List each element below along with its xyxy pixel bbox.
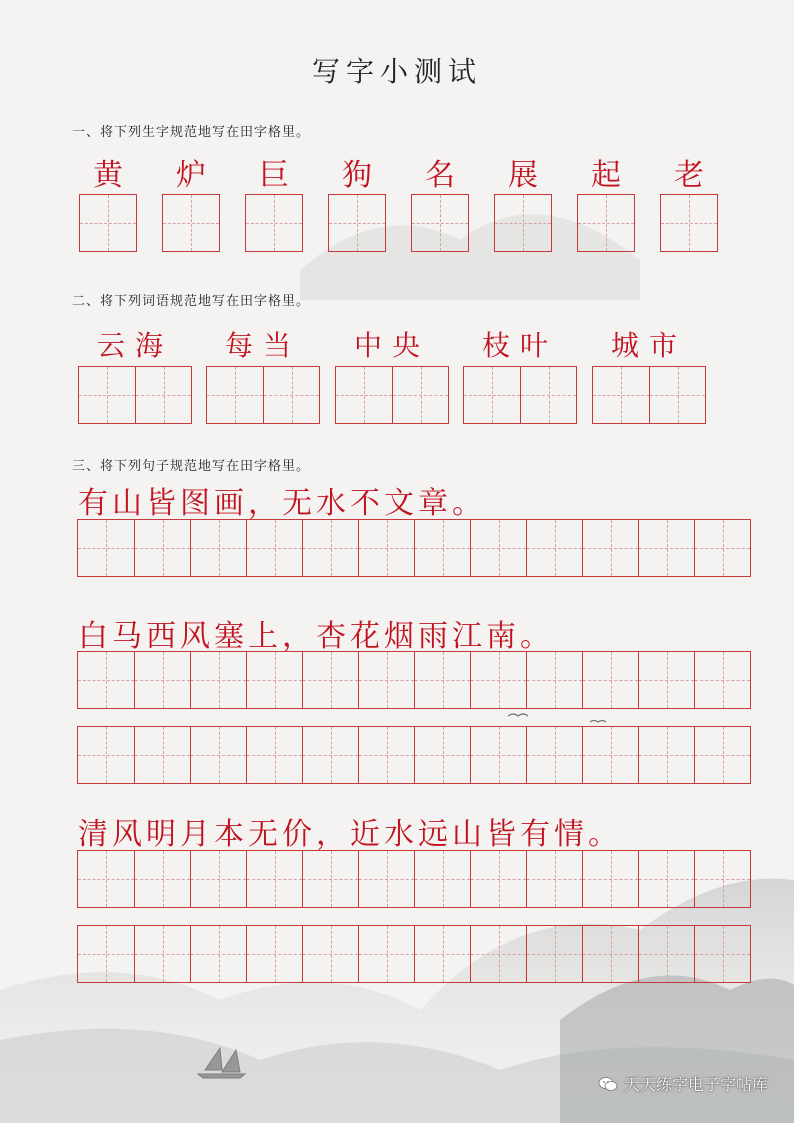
writing-grid[interactable] — [411, 194, 469, 252]
char-label: 狗 — [342, 158, 372, 193]
writing-grid[interactable] — [494, 194, 552, 252]
sentence-text: 白马西风塞上，杏花烟雨江南。 — [78, 619, 554, 654]
writing-grid[interactable] — [577, 194, 635, 252]
word-label: 中央 — [353, 329, 430, 362]
writing-grid[interactable] — [79, 194, 137, 252]
word-label: 每当 — [224, 329, 301, 362]
char-label: 炉 — [176, 158, 206, 193]
word-label: 城市 — [610, 329, 687, 362]
writing-grid[interactable] — [77, 651, 751, 709]
word-label: 云海 — [96, 329, 173, 362]
writing-grid[interactable] — [206, 366, 320, 424]
writing-grid[interactable] — [162, 194, 220, 252]
writing-grid[interactable] — [328, 194, 386, 252]
writing-grid[interactable] — [245, 194, 303, 252]
word-label: 枝叶 — [481, 329, 558, 362]
writing-grid[interactable] — [77, 925, 751, 983]
birds-icon — [508, 714, 606, 722]
watermark — [598, 1072, 768, 1095]
char-label: 老 — [674, 158, 704, 193]
char-label: 巨 — [259, 158, 289, 193]
section3-instruction: 三、将下列句子规范地写在田字格里。 — [72, 459, 311, 474]
writing-grid[interactable] — [77, 726, 751, 784]
section2-instruction: 二、将下列词语规范地写在田字格里。 — [72, 294, 311, 309]
writing-grid[interactable] — [78, 366, 192, 424]
writing-grid[interactable] — [592, 366, 706, 424]
wechat-icon — [598, 1076, 618, 1092]
writing-grid[interactable] — [660, 194, 718, 252]
page-title: 写字小测试 — [311, 55, 482, 88]
char-label: 黄 — [93, 158, 123, 193]
char-label: 展 — [508, 158, 538, 193]
char-label: 起 — [591, 158, 621, 193]
writing-grid[interactable] — [335, 366, 449, 424]
writing-grid[interactable] — [77, 850, 751, 908]
sentence-text: 清风明月本无价，近水远山皆有情。 — [78, 817, 622, 852]
char-label: 名 — [425, 158, 455, 193]
writing-grid[interactable] — [77, 519, 751, 577]
section1-instruction: 一、将下列生字规范地写在田字格里。 — [72, 125, 311, 140]
watermark-text: 天天练字电子字帖库 — [623, 1075, 768, 1094]
sentence-text: 有山皆图画，无水不文章。 — [78, 486, 486, 521]
writing-grid[interactable] — [463, 366, 577, 424]
